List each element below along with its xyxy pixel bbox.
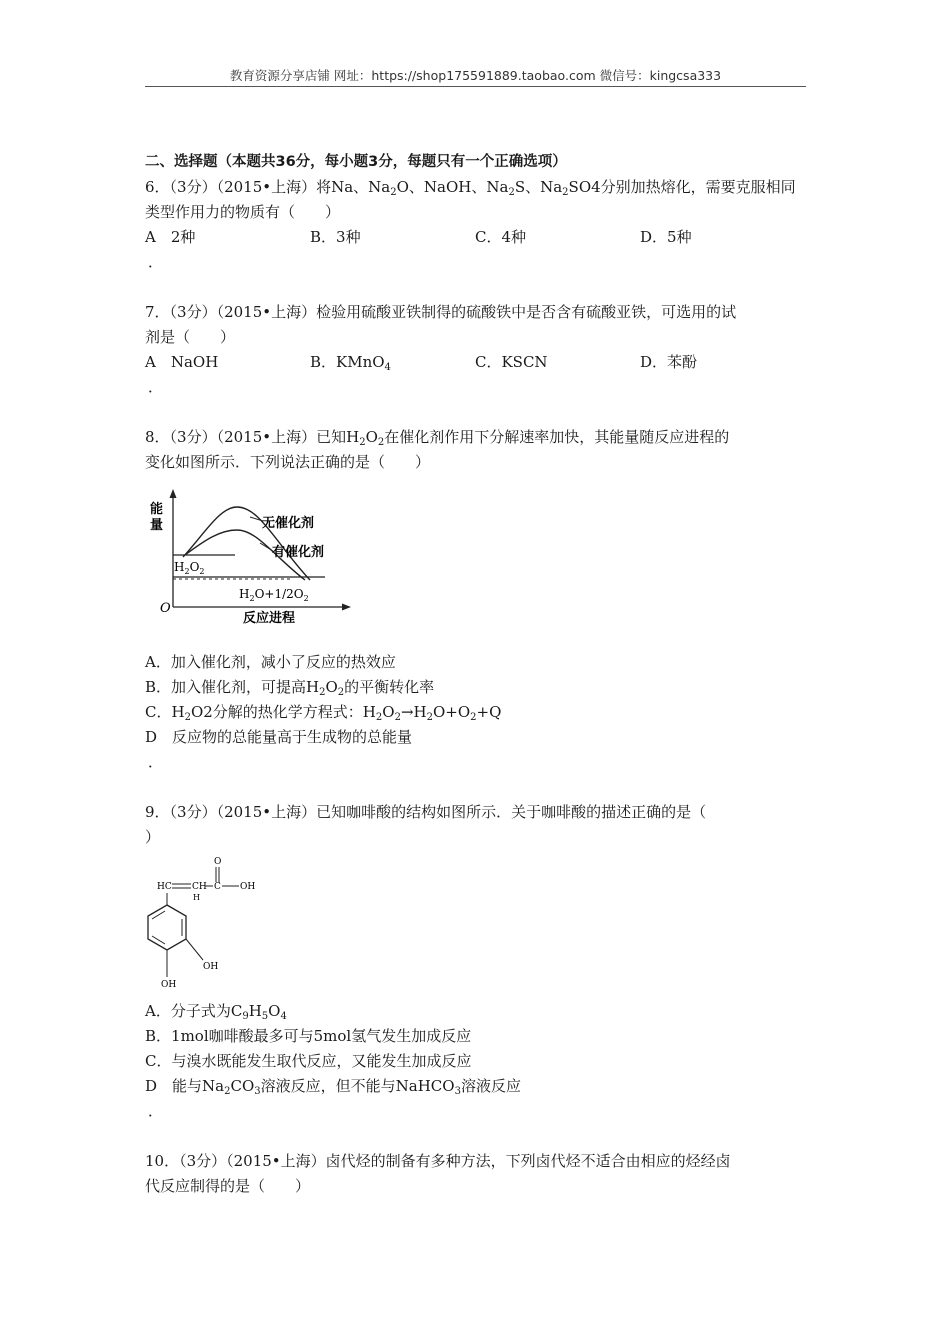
uncatalyzed-curve-label: 无催化剂 bbox=[262, 516, 315, 531]
q7-stem-line1: 7．（3分）（2015•上海）检验用硫酸亚铁制得的硫酸铁中是否含有硫酸亚铁，可选用的试 bbox=[145, 303, 737, 321]
page-header: 教育资源分享店铺 网址：https://shop175591889.taobao.com 微信号：kingcsa333 bbox=[229, 68, 722, 83]
q9-option-b: B．1mol咖啡酸最多可与5mol氢气发生加成反应 bbox=[145, 1027, 472, 1045]
q8-option-d: D 反应物的总能量高于生成物的总能量 bbox=[145, 728, 413, 746]
q6-option-c: C．4种 bbox=[475, 228, 527, 246]
ch-left-label: HC bbox=[157, 882, 172, 892]
q9-option-c: C．与溴水既能发生取代反应，又能发生加成反应 bbox=[145, 1052, 472, 1070]
q8-option-a: A．加入催化剂，减小了反应的热效应 bbox=[145, 653, 396, 671]
energy-axis-label-2: 量 bbox=[150, 518, 164, 533]
q8-option-b: B．加入催化剂，可提高$H_2O_2$的平衡转化率 bbox=[145, 678, 435, 698]
q9-trailing-dot: ． bbox=[148, 1102, 164, 1120]
product-label: $H_2O+1/2O_2$ bbox=[239, 587, 309, 603]
q7-option-d: D．苯酚 bbox=[640, 353, 698, 371]
carboxyl-c-label: C bbox=[214, 882, 221, 892]
reactant-label: $H_2O_2$ bbox=[174, 560, 205, 576]
benzene-ring bbox=[148, 905, 186, 950]
q7-option-c: C．KSCN bbox=[475, 353, 548, 371]
carbonyl-o-label: O bbox=[214, 857, 222, 867]
q10-stem-line2: 代反应制得的是（ ） bbox=[145, 1177, 311, 1195]
q7-option-a: A NaOH bbox=[145, 353, 219, 371]
energy-y-axis-arrow bbox=[170, 489, 177, 498]
q9-option-d: D 能与$Na_2CO_3$溶液反应，但不能与NaHCO$_3$溶液反应 bbox=[145, 1077, 521, 1097]
energy-axis-label-1: 能 bbox=[150, 502, 164, 517]
meta-oh-bond bbox=[186, 939, 203, 960]
q6-stem-line2: 类型作用力的物质有（ ） bbox=[145, 203, 341, 221]
section-title: 二、选择题（本题共36分，每小题3分，每题只有一个正确选项） bbox=[145, 154, 567, 170]
q6-option-b: B．3种 bbox=[310, 228, 361, 246]
ch-right-label: CH bbox=[192, 882, 207, 892]
q9-stem-line1: 9．（3分）（2015•上海）已知咖啡酸的结构如图所示．关于咖啡酸的描述正确的是（ bbox=[145, 803, 707, 821]
q6-option-d: D．5种 bbox=[640, 228, 692, 246]
q8-stem-line1: 8．（3分）（2015•上海）已知$H_2O_2$在催化剂作用下分解速率加快，其能量随反应进程的 bbox=[145, 428, 730, 448]
q7-option-b: B．KMnO$_4$ bbox=[310, 353, 391, 373]
acid-oh-label: OH bbox=[240, 882, 256, 892]
origin-label: O bbox=[160, 601, 171, 616]
q9-stem-line2: ） bbox=[145, 828, 161, 846]
q7-stem-line2: 剂是（ ） bbox=[145, 328, 236, 346]
q6-trailing-dot: ． bbox=[148, 253, 164, 271]
catalyzed-curve-label: 有催化剂 bbox=[272, 545, 325, 560]
q9-option-a: A．分子式为$C_9H_5O_4$ bbox=[145, 1002, 287, 1022]
q7-trailing-dot: ． bbox=[148, 378, 164, 396]
energy-x-axis-arrow bbox=[342, 604, 351, 611]
header-divider bbox=[145, 86, 806, 87]
para-oh-label: OH bbox=[161, 980, 177, 990]
energy-diagram bbox=[145, 485, 360, 630]
meta-oh-label: OH bbox=[203, 962, 219, 972]
q6-stem-line1: 6．（3分）（2015•上海）将Na、$Na_2O$、NaOH、$Na_2S$、$Na_2SO4$分别加热熔化，需要克服相同 bbox=[145, 178, 796, 198]
reaction-progress-label: 反应进程 bbox=[243, 611, 296, 626]
q6-option-a: A 2种 bbox=[145, 228, 196, 246]
q8-stem-line2: 变化如图所示．下列说法正确的是（ ） bbox=[145, 453, 431, 471]
q10-stem-line1: 10．（3分）（2015•上海）卤代烃的制备有多种方法，下列卤代烃不适合由相应的烃经卤 bbox=[145, 1152, 731, 1170]
q8-trailing-dot: ． bbox=[148, 753, 164, 771]
h-below-label: H bbox=[193, 893, 200, 902]
q8-option-c: C．$H_2O2$分解的热化学方程式：$H_2O_2\to H_2O+O_2+Q$ bbox=[145, 703, 502, 723]
caffeic-acid-structure bbox=[145, 855, 270, 995]
